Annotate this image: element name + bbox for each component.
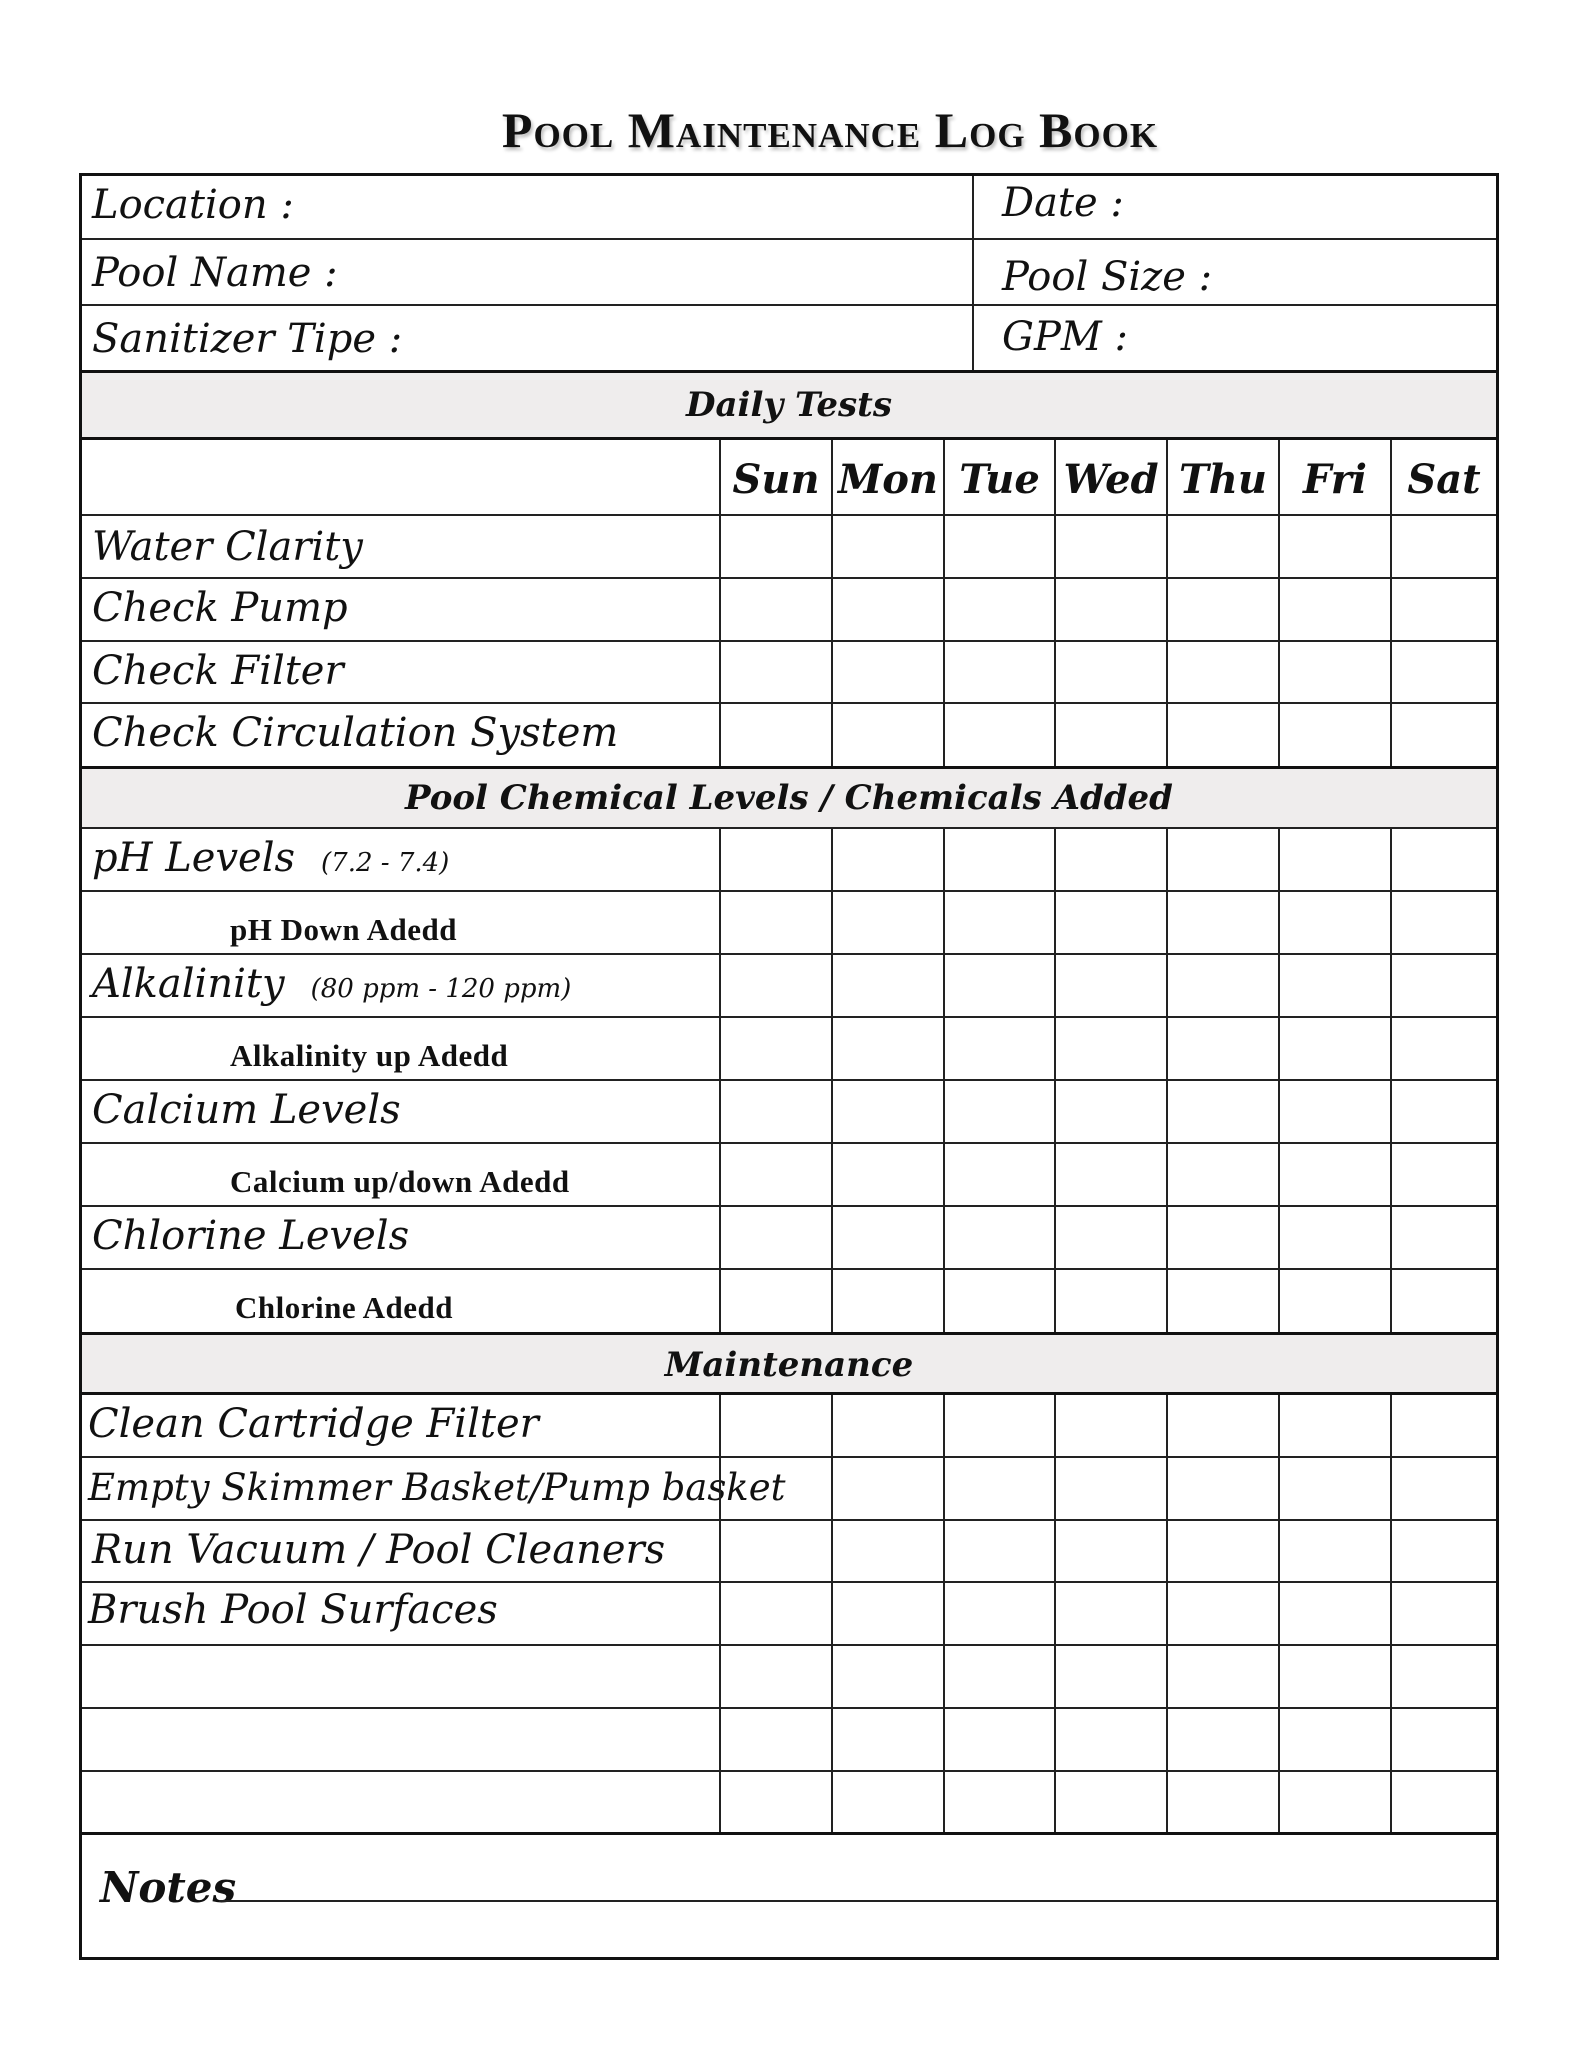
- check-cell[interactable]: [1390, 829, 1496, 890]
- check-cell[interactable]: [1166, 516, 1278, 577]
- check-cell[interactable]: [1054, 1207, 1166, 1268]
- check-cell[interactable]: [1278, 1458, 1390, 1519]
- check-cell[interactable]: [1166, 1521, 1278, 1581]
- check-cell[interactable]: [1390, 1772, 1496, 1832]
- check-cell[interactable]: [1390, 579, 1496, 640]
- check-cell[interactable]: [831, 516, 943, 577]
- check-cell[interactable]: [831, 579, 943, 640]
- check-cell[interactable]: [1390, 1583, 1496, 1644]
- check-cell[interactable]: [943, 829, 1054, 890]
- check-cell[interactable]: [1054, 1772, 1166, 1832]
- notes-line: [219, 1900, 1496, 1902]
- check-cell[interactable]: [1278, 892, 1390, 953]
- check-cell[interactable]: [1054, 1521, 1166, 1581]
- check-cell[interactable]: [1054, 1018, 1166, 1079]
- check-cell[interactable]: [831, 1018, 943, 1079]
- check-cell[interactable]: [719, 1583, 831, 1644]
- location-label: Location :: [92, 182, 294, 228]
- calcium-label: Calcium Levels: [92, 1087, 401, 1133]
- check-cell[interactable]: [943, 1018, 1054, 1079]
- check-cell[interactable]: [1278, 1395, 1390, 1456]
- check-cell[interactable]: [1278, 516, 1390, 577]
- gpm-label: GPM :: [1002, 314, 1129, 360]
- check-cell[interactable]: [719, 1646, 831, 1707]
- check-cell[interactable]: [1390, 1458, 1496, 1519]
- maintenance-row: [82, 1458, 1496, 1521]
- check-cell[interactable]: [1278, 1270, 1390, 1332]
- maintenance-label: Brush Pool Surfaces: [88, 1587, 498, 1633]
- check-cell[interactable]: [1054, 1709, 1166, 1770]
- check-cell[interactable]: [1054, 955, 1166, 1016]
- maintenance-row: [82, 1709, 1496, 1772]
- gpm-field[interactable]: [972, 306, 1496, 370]
- alkalinity-up-added-label: Alkalinity up Adedd: [230, 1038, 509, 1073]
- check-cell[interactable]: [1390, 892, 1496, 953]
- maintenance-label: Clean Cartridge Filter: [88, 1401, 539, 1447]
- check-cell[interactable]: [1054, 1081, 1166, 1142]
- day-wed: Wed: [1054, 440, 1166, 514]
- daily-test-label: Check Pump: [92, 585, 348, 631]
- chemical-added-row: [82, 1144, 1496, 1207]
- check-cell[interactable]: [1390, 642, 1496, 702]
- day-sat: Sat: [1390, 440, 1496, 514]
- check-cell[interactable]: [1278, 829, 1390, 890]
- check-cell[interactable]: [1166, 1207, 1278, 1268]
- check-cell[interactable]: [719, 1772, 831, 1832]
- sanitizer-type-field[interactable]: [82, 306, 972, 370]
- ph-label: pH Levels: [92, 835, 296, 881]
- check-cell[interactable]: [943, 1521, 1054, 1581]
- pool-size-field[interactable]: [972, 240, 1496, 304]
- ph-range: (7.2 - 7.4): [321, 848, 450, 878]
- day-heading-row: [82, 440, 1496, 516]
- location-field[interactable]: [82, 176, 972, 238]
- check-cell[interactable]: [943, 704, 1054, 766]
- check-cell[interactable]: [1166, 704, 1278, 766]
- check-cell[interactable]: [719, 642, 831, 702]
- check-cell[interactable]: [1278, 1772, 1390, 1832]
- maintenance-row: [82, 1646, 1496, 1709]
- maintenance-row: [82, 1521, 1496, 1583]
- check-cell[interactable]: [1054, 704, 1166, 766]
- header-row-2: [82, 240, 1496, 306]
- check-cell[interactable]: [719, 829, 831, 890]
- check-cell[interactable]: [1166, 955, 1278, 1016]
- daily-test-label: Check Circulation System: [92, 710, 619, 756]
- check-cell[interactable]: [1054, 1270, 1166, 1332]
- check-cell[interactable]: [831, 1395, 943, 1456]
- chemical-level-label: [92, 835, 449, 881]
- date-label: Date :: [1002, 180, 1124, 226]
- daily-tests-header: [82, 370, 1496, 440]
- check-cell[interactable]: [1166, 1772, 1278, 1832]
- date-field[interactable]: [972, 176, 1496, 238]
- chemicals-header: [82, 766, 1496, 829]
- check-cell[interactable]: [1054, 516, 1166, 577]
- check-cell[interactable]: [1278, 955, 1390, 1016]
- check-cell[interactable]: [1390, 1207, 1496, 1268]
- check-cell[interactable]: [1054, 892, 1166, 953]
- check-cell[interactable]: [943, 1772, 1054, 1832]
- chlorine-label: Chlorine Levels: [92, 1213, 410, 1259]
- header-row-3: [82, 306, 1496, 370]
- check-cell[interactable]: [831, 829, 943, 890]
- check-cell[interactable]: [831, 704, 943, 766]
- chemical-level-row: [82, 829, 1496, 892]
- check-cell[interactable]: [1390, 704, 1496, 766]
- maintenance-label: Empty Skimmer Basket/Pump basket: [88, 1466, 786, 1509]
- check-cell[interactable]: [1278, 1521, 1390, 1581]
- chemical-level-row: [82, 955, 1496, 1018]
- check-cell[interactable]: [831, 1583, 943, 1644]
- check-cell[interactable]: [831, 1270, 943, 1332]
- sanitizer-type-label: Sanitizer Tipe :: [92, 316, 403, 362]
- check-cell[interactable]: [831, 1521, 943, 1581]
- day-thu: Thu: [1166, 440, 1278, 514]
- check-cell[interactable]: [943, 516, 1054, 577]
- check-cell[interactable]: [943, 1646, 1054, 1707]
- check-cell[interactable]: [831, 1709, 943, 1770]
- check-cell[interactable]: [943, 1207, 1054, 1268]
- check-cell[interactable]: [943, 642, 1054, 702]
- check-cell[interactable]: [1278, 704, 1390, 766]
- check-cell[interactable]: [831, 1081, 943, 1142]
- pool-name-label: Pool Name :: [92, 250, 338, 296]
- check-cell[interactable]: [719, 1207, 831, 1268]
- check-cell[interactable]: [1390, 1646, 1496, 1707]
- header-row-1: [82, 176, 1496, 240]
- chemical-level-label: [92, 961, 571, 1007]
- check-cell[interactable]: [1054, 642, 1166, 702]
- check-cell[interactable]: [1166, 1458, 1278, 1519]
- check-cell[interactable]: [1390, 1270, 1496, 1332]
- check-cell[interactable]: [1278, 579, 1390, 640]
- check-cell[interactable]: [1054, 1646, 1166, 1707]
- check-cell[interactable]: [1278, 1583, 1390, 1644]
- chemical-level-row: [82, 1081, 1496, 1144]
- check-cell[interactable]: [719, 1144, 831, 1205]
- check-cell[interactable]: [719, 892, 831, 953]
- check-cell[interactable]: [1054, 1458, 1166, 1519]
- check-cell[interactable]: [1054, 579, 1166, 640]
- check-cell[interactable]: [719, 704, 831, 766]
- check-cell[interactable]: [831, 1772, 943, 1832]
- chemical-level-row: [82, 1207, 1496, 1270]
- daily-tests-title: Daily Tests: [686, 385, 892, 425]
- maintenance-row: [82, 1583, 1496, 1646]
- check-cell[interactable]: [943, 1144, 1054, 1205]
- check-cell[interactable]: [1390, 1018, 1496, 1079]
- chemical-added-row: [82, 892, 1496, 955]
- check-cell[interactable]: [1166, 642, 1278, 702]
- maintenance-row: [82, 1772, 1496, 1835]
- check-cell[interactable]: [943, 1081, 1054, 1142]
- check-cell[interactable]: [831, 1646, 943, 1707]
- check-cell[interactable]: [1166, 829, 1278, 890]
- check-cell[interactable]: [719, 1395, 831, 1456]
- check-cell[interactable]: [719, 1018, 831, 1079]
- check-cell[interactable]: [1166, 892, 1278, 953]
- check-cell[interactable]: [1166, 1583, 1278, 1644]
- check-cell[interactable]: [1278, 1646, 1390, 1707]
- check-cell[interactable]: [943, 579, 1054, 640]
- check-cell[interactable]: [1054, 1395, 1166, 1456]
- check-cell[interactable]: [1166, 1709, 1278, 1770]
- check-cell[interactable]: [1390, 516, 1496, 577]
- day-mon: Mon: [831, 440, 943, 514]
- check-cell[interactable]: [1278, 1081, 1390, 1142]
- calcium-added-label: Calcium up/down Adedd: [230, 1164, 570, 1199]
- daily-test-row: [82, 579, 1496, 642]
- check-cell[interactable]: [1390, 955, 1496, 1016]
- check-cell[interactable]: [1278, 642, 1390, 702]
- check-cell[interactable]: [719, 1709, 831, 1770]
- maintenance-title: Maintenance: [664, 1345, 914, 1385]
- check-cell[interactable]: [943, 1583, 1054, 1644]
- check-cell[interactable]: [1278, 1018, 1390, 1079]
- check-cell[interactable]: [1390, 1395, 1496, 1456]
- alkalinity-range: (80 ppm - 120 ppm): [310, 974, 572, 1004]
- daily-test-row: [82, 704, 1496, 766]
- daily-test-label: Check Filter: [92, 648, 344, 694]
- check-cell[interactable]: [1166, 1646, 1278, 1707]
- check-cell[interactable]: [831, 955, 943, 1016]
- check-cell[interactable]: [831, 1144, 943, 1205]
- check-cell[interactable]: [719, 579, 831, 640]
- check-cell[interactable]: [1166, 579, 1278, 640]
- check-cell[interactable]: [943, 1709, 1054, 1770]
- daily-test-label: Water Clarity: [92, 524, 363, 570]
- check-cell[interactable]: [1278, 1144, 1390, 1205]
- page-title: Pool Maintenance Log Book: [501, 102, 1159, 158]
- check-cell[interactable]: [1166, 1018, 1278, 1079]
- check-cell[interactable]: [1054, 1144, 1166, 1205]
- day-sun: Sun: [719, 440, 831, 514]
- check-cell[interactable]: [831, 642, 943, 702]
- check-cell[interactable]: [943, 892, 1054, 953]
- pool-name-field[interactable]: [82, 240, 972, 304]
- check-cell[interactable]: [1166, 1081, 1278, 1142]
- log-sheet: [79, 173, 1499, 1960]
- maintenance-label: Run Vacuum / Pool Cleaners: [92, 1527, 666, 1573]
- check-cell[interactable]: [943, 1395, 1054, 1456]
- check-cell[interactable]: [1390, 1709, 1496, 1770]
- check-cell[interactable]: [1390, 1521, 1496, 1581]
- check-cell[interactable]: [719, 1458, 831, 1519]
- check-cell[interactable]: [1166, 1395, 1278, 1456]
- ph-down-added-label: pH Down Adedd: [230, 912, 458, 947]
- check-cell[interactable]: [1390, 1081, 1496, 1142]
- notes-label: Notes: [100, 1863, 237, 1912]
- chlorine-added-label: Chlorine Adedd: [235, 1290, 454, 1325]
- check-cell[interactable]: [719, 1270, 831, 1332]
- chemical-added-row: [82, 1018, 1496, 1081]
- daily-test-row: [82, 516, 1496, 579]
- chemical-added-row: [82, 1270, 1496, 1332]
- check-cell[interactable]: [719, 1081, 831, 1142]
- day-tue: Tue: [943, 440, 1054, 514]
- check-cell[interactable]: [831, 892, 943, 953]
- check-cell[interactable]: [943, 1458, 1054, 1519]
- check-cell[interactable]: [719, 516, 831, 577]
- check-cell[interactable]: [1054, 829, 1166, 890]
- check-cell[interactable]: [719, 1521, 831, 1581]
- check-cell[interactable]: [943, 1270, 1054, 1332]
- notes-area[interactable]: [82, 1835, 1496, 1960]
- check-cell[interactable]: [1278, 1709, 1390, 1770]
- check-cell[interactable]: [1166, 1270, 1278, 1332]
- check-cell[interactable]: [1054, 1583, 1166, 1644]
- check-cell[interactable]: [719, 955, 831, 1016]
- alkalinity-label: Alkalinity: [92, 961, 285, 1007]
- check-cell[interactable]: [1166, 1144, 1278, 1205]
- check-cell[interactable]: [943, 955, 1054, 1016]
- maintenance-row: [82, 1395, 1496, 1458]
- check-cell[interactable]: [831, 1458, 943, 1519]
- pool-size-label: Pool Size :: [1002, 254, 1213, 300]
- check-cell[interactable]: [831, 1207, 943, 1268]
- daily-test-row: [82, 642, 1496, 704]
- check-cell[interactable]: [1390, 1144, 1496, 1205]
- day-fri: Fri: [1278, 440, 1390, 514]
- maintenance-header: [82, 1332, 1496, 1395]
- chemicals-title: Pool Chemical Levels / Chemicals Added: [405, 778, 1173, 818]
- check-cell[interactable]: [1278, 1207, 1390, 1268]
